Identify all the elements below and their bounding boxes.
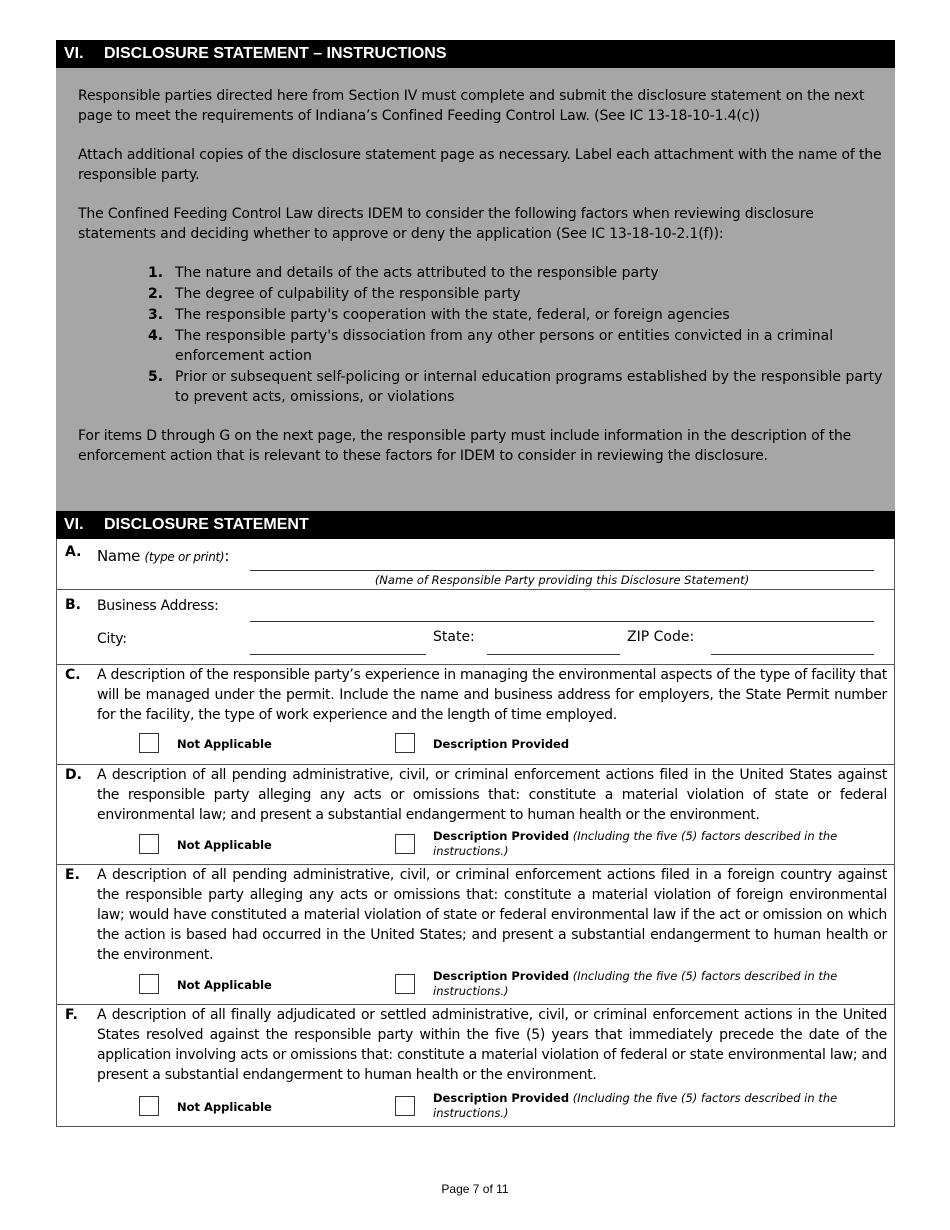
- description-provided-label: Description Provided: [433, 737, 570, 751]
- factor-item: [148, 263, 885, 283]
- business-address-label: Business Address:: [97, 598, 219, 614]
- row-d: [57, 764, 894, 865]
- section-title: DISCLOSURE STATEMENT – INSTRUCTIONS: [104, 45, 447, 62]
- row-f: [57, 1004, 894, 1126]
- factor-text: The nature and details of the acts attributed to the responsible party: [175, 265, 659, 281]
- state-input-line[interactable]: [487, 654, 620, 655]
- instructions-paragraph-1: Responsible parties directed here from Section IV must complete and submit the disclosure statement on the next page to meet the requirements of Indiana’s Confined Feeding Control Law. (See IC 13-18-10-1.4(c)): [78, 88, 865, 124]
- not-applicable-checkbox[interactable]: [139, 834, 159, 854]
- name-colon: :: [224, 547, 230, 565]
- row-letter: D.: [65, 767, 82, 783]
- row-letter: C.: [65, 667, 81, 683]
- description-provided-text: Description Provided: [433, 829, 570, 843]
- statement-section-header: [56, 511, 895, 539]
- row-a: [57, 539, 894, 590]
- factor-item: [148, 326, 885, 366]
- state-label: State:: [433, 629, 475, 645]
- section-title: DISCLOSURE STATEMENT: [104, 516, 309, 533]
- disclosure-form: [56, 539, 895, 1127]
- factor-item: [148, 305, 885, 325]
- name-label-group: [97, 546, 229, 567]
- instructions-paragraph-4: For items D through G on the next page, the responsible party must include information in the description of the enforcement action that is relevant to these factors for IDEM to consider in reviewing the disclosure.: [78, 428, 852, 464]
- zip-label: ZIP Code:: [627, 629, 695, 645]
- page-number: Page 7 of 11: [441, 1182, 509, 1196]
- not-applicable-label: Not Applicable: [177, 978, 272, 992]
- name-caption: (Name of Responsible Party providing this Disclosure Statement): [374, 573, 750, 587]
- instructions-section-header: [56, 40, 895, 68]
- zip-input-line[interactable]: [711, 654, 874, 655]
- description-provided-text: Description Provided: [433, 1091, 570, 1105]
- business-address-input-line[interactable]: [250, 621, 874, 622]
- factor-item: [148, 284, 885, 304]
- description-provided-checkbox[interactable]: [395, 974, 415, 994]
- city-input-line[interactable]: [250, 654, 426, 655]
- row-e: [57, 864, 894, 1005]
- not-applicable-label: Not Applicable: [177, 737, 272, 751]
- row-letter: F.: [65, 1007, 78, 1023]
- row-c: [57, 664, 894, 765]
- description-provided-note: (Including the five (5) factors described in the instructions.): [433, 1091, 838, 1120]
- factor-text: Prior or subsequent self-policing or internal education programs established by the responsible party to prevent acts, omissions, or violations: [175, 369, 883, 405]
- row-f-description: A description of all finally adjudicated or settled administrative, civil, or criminal enforcement actions in the United States resolved against the responsible party within the five (5) years that immediately precede the date of the application involving acts or omissions that: constitute a material violation of federal or state environmental law; and present a substantial endangerment to human health or the environment.: [97, 1007, 887, 1083]
- description-provided-note: (Including the five (5) factors described in the instructions.): [433, 969, 838, 998]
- not-applicable-checkbox[interactable]: [139, 1096, 159, 1116]
- not-applicable-checkbox[interactable]: [139, 733, 159, 753]
- description-provided-label: [433, 969, 843, 999]
- section-number: VI.: [64, 45, 84, 62]
- factor-number: 1.: [148, 265, 164, 281]
- description-provided-label: [433, 829, 843, 859]
- factor-text: The responsible party's dissociation from any other persons or entities convicted in a criminal enforcement action: [175, 328, 834, 364]
- factors-list: [78, 263, 885, 407]
- description-provided-label: [433, 1091, 843, 1121]
- factor-number: 2.: [148, 286, 164, 302]
- name-label: Name: [97, 547, 141, 565]
- factor-number: 4.: [148, 328, 164, 344]
- row-letter: B.: [65, 597, 81, 613]
- row-d-description: A description of all pending administrative, civil, or criminal enforcement actions filed in the United States against the responsible party alleging any acts or omissions that: constitute a material violation of state or federal environmental law; and present a substantial endangerment to human health or the environment.: [97, 767, 887, 823]
- name-input-line[interactable]: [250, 570, 874, 571]
- row-letter: A.: [65, 544, 82, 560]
- factor-text: The degree of culpability of the responsible party: [175, 286, 521, 302]
- row-b: [57, 589, 894, 665]
- row-c-description: A description of the responsible party’s experience in managing the environmental aspects of the type of facility that will be managed under the permit. Include the name and business address for employers, the State Permit number for the facility, the type of work experience and the length of time employed.: [97, 667, 887, 723]
- description-provided-checkbox[interactable]: [395, 733, 415, 753]
- not-applicable-label: Not Applicable: [177, 1100, 272, 1114]
- section-number: VI.: [64, 516, 84, 533]
- city-label: City:: [97, 631, 127, 647]
- description-provided-text: Description Provided: [433, 969, 570, 983]
- description-provided-checkbox[interactable]: [395, 1096, 415, 1116]
- row-e-description: A description of all pending administrative, civil, or criminal enforcement actions filed in a foreign country against the responsible party alleging any acts or omissions that: constitute a material violation of foreign environmental law; would have constituted a material violation of state or federal environmental law if the act or omission on which the action is based had occurred in the United States; and present a substantial endangerment to human health or the environment.: [97, 867, 887, 963]
- factor-item: [148, 367, 885, 407]
- instructions-paragraph-3: The Confined Feeding Control Law directs IDEM to consider the following factors when reviewing disclosure statements and deciding whether to approve or deny the application (See IC 13-18-10-2.1(f)):: [78, 206, 814, 242]
- instructions-paragraph-2: Attach additional copies of the disclosure statement page as necessary. Label each attachment with the name of the responsible party.: [78, 147, 882, 183]
- factor-number: 5.: [148, 369, 164, 385]
- description-provided-note: (Including the five (5) factors described in the instructions.): [433, 829, 838, 858]
- factor-number: 3.: [148, 307, 164, 323]
- name-hint: (type or print): [144, 550, 225, 564]
- instructions-panel: [56, 68, 895, 512]
- not-applicable-label: Not Applicable: [177, 838, 272, 852]
- factor-text: The responsible party's cooperation with the state, federal, or foreign agencies: [175, 307, 730, 323]
- not-applicable-checkbox[interactable]: [139, 974, 159, 994]
- row-letter: E.: [65, 867, 80, 883]
- description-provided-checkbox[interactable]: [395, 834, 415, 854]
